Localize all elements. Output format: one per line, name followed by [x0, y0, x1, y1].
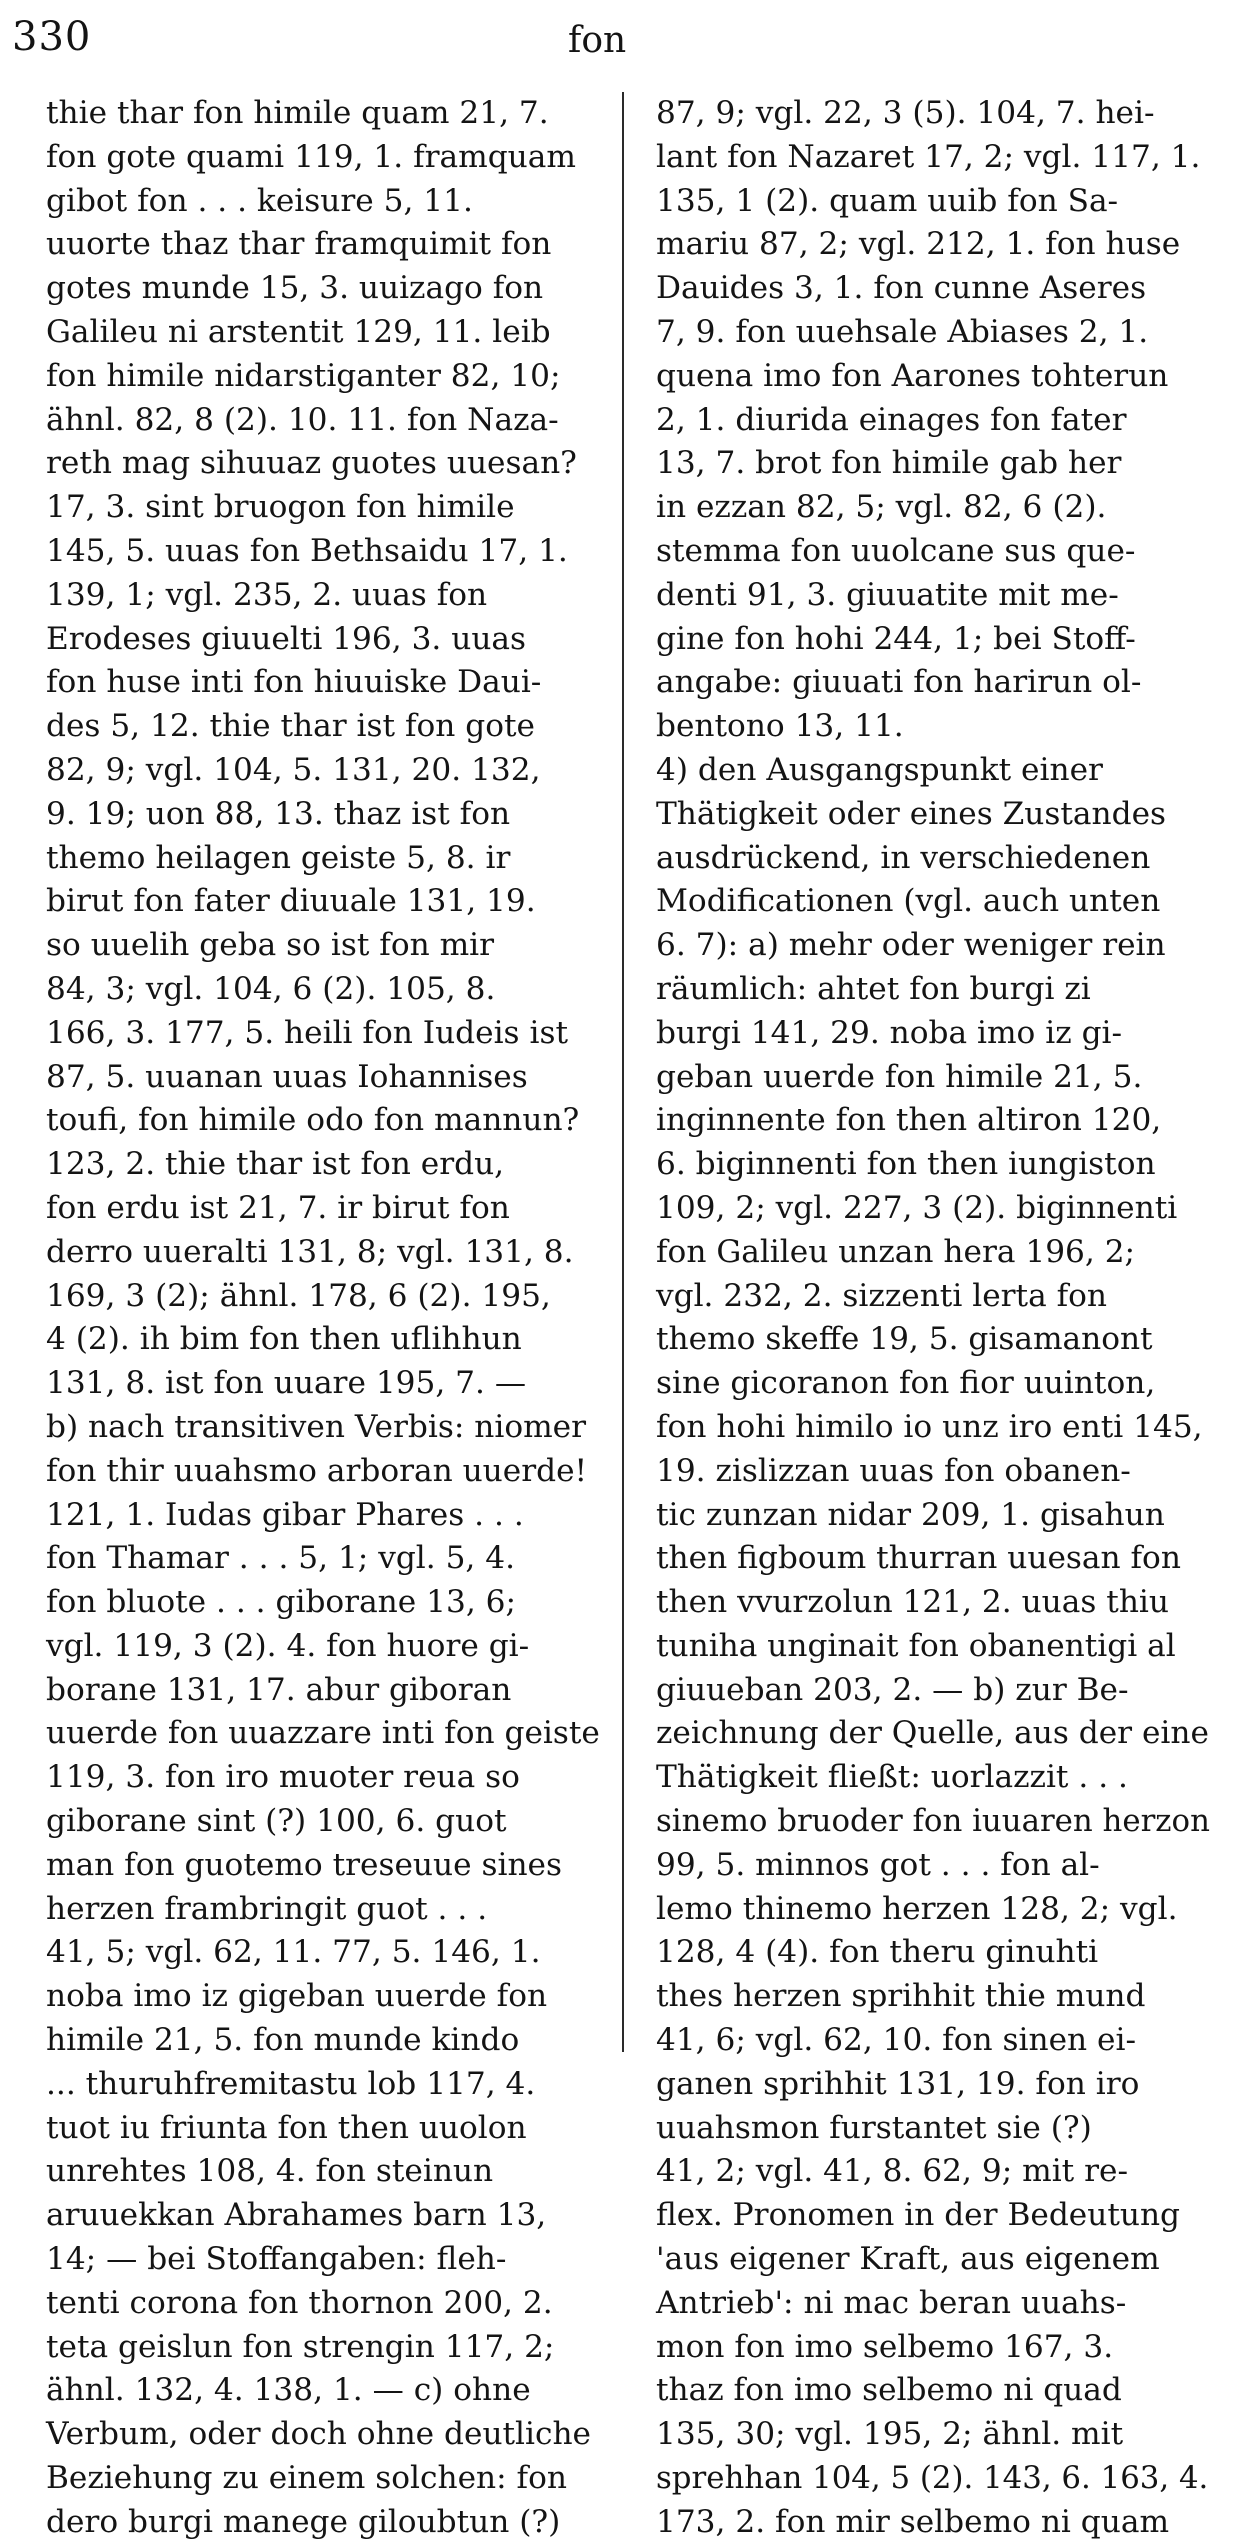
text-line: bentono 13, 11. [656, 708, 904, 745]
left-column [46, 92, 602, 2540]
text-line: Modificationen (vgl. auch unten [656, 883, 1161, 920]
text-line: 109, 2; vgl. 227, 3 (2). biginnenti [656, 1189, 1178, 1226]
text-line: gine fon hohi 244, 1; bei Stoff- [656, 620, 1136, 657]
text-line: thaz fon imo selbemo ni quad [656, 2372, 1122, 2409]
text-line: thie thar fon himile quam 21, 7. [46, 95, 549, 131]
text-line: ausdrückend, in verschiedenen [656, 839, 1151, 876]
text-line: 173, 2. fon mir selbemo ni quam [656, 2503, 1170, 2540]
text-line: Thätigkeit oder eines Zustandes [656, 795, 1167, 832]
text-line: thes herzen sprihhit thie mund [656, 1978, 1146, 2015]
text-line: 87, 9; vgl. 22, 3 (5). 104, 7. hei- [656, 95, 1155, 131]
text-line: unrehtes 108, 4. fon steinun [46, 2153, 494, 2190]
text-line: so uuelih geba so ist fon mir [46, 927, 495, 964]
text-line: vgl. 232, 2. sizzenti lerta fon [656, 1277, 1108, 1314]
text-line: 131, 8. ist fon uuare 195, 7. — [46, 1365, 527, 1402]
text-line: b) nach transitiven Verbis: niomer [46, 1408, 587, 1445]
right-column [656, 92, 1212, 2540]
text-line: themo heilagen geiste 5, 8. ir [46, 839, 511, 876]
text-line: birut fon fater diuuale 131, 19. [46, 883, 536, 920]
column-divider [622, 92, 624, 2052]
text-line: 13, 7. brot fon himile gab her [656, 445, 1122, 482]
text-line: man fon guotemo treseuue sines [46, 1846, 562, 1883]
text-line: burgi 141, 29. noba imo iz gi- [656, 1014, 1123, 1051]
text-line: giborane sint (?) 100, 6. guot [46, 1803, 507, 1840]
text-line: 14; — bei Stoffangaben: fleh- [46, 2241, 507, 2278]
text-line: ähnl. 82, 8 (2). 10. 11. fon Naza- [46, 401, 559, 438]
text-line: uuahsmon furstantet sie (?) [656, 2109, 1092, 2146]
text-line: 4) den Ausgangspunkt einer [656, 751, 1103, 788]
text-line: mariu 87, 2; vgl. 212, 1. fon huse [656, 226, 1181, 263]
text-line: toufi, fon himile odo fon mannun? [46, 1102, 580, 1139]
text-line: uuorte thaz thar framquimit fon [46, 226, 552, 263]
text-line: 169, 3 (2); ähnl. 178, 6 (2). 195, [46, 1277, 551, 1314]
text-line: fon huse inti fon hiuuiske Daui- [46, 664, 542, 701]
text-line: giuueban 203, 2. — b) zur Be- [656, 1671, 1129, 1708]
text-line: derro uueralti 131, 8; vgl. 131, 8. [46, 1233, 574, 1270]
text-line: Galileu ni arstentit 129, 11. leib [46, 313, 551, 350]
text-line: sine gicoranon fon fior uuinton, [656, 1365, 1156, 1402]
text-line: 84, 3; vgl. 104, 6 (2). 105, 8. [46, 970, 496, 1007]
text-line: gibot fon . . . keisure 5, 11. [46, 182, 473, 219]
text-line: fon bluote . . . giborane 13, 6; [46, 1584, 517, 1621]
text-line: 166, 3. 177, 5. heili fon Iudeis ist [46, 1014, 568, 1051]
text-line: flex. Pronomen in der Bedeutung [656, 2197, 1181, 2234]
text-line: 7, 9. fon uuehsale Abiases 2, 1. [656, 313, 1149, 350]
text-line: des 5, 12. thie thar ist fon gote [46, 708, 535, 745]
text-line: 119, 3. fon iro muoter reua so [46, 1759, 520, 1796]
page-header [0, 0, 1244, 80]
text-line: 145, 5. uuas fon Bethsaidu 17, 1. [46, 532, 568, 569]
text-line: sprehhan 104, 5 (2). 143, 6. 163, 4. [656, 2460, 1209, 2497]
text-line: noba imo iz gigeban uuerde fon [46, 1978, 548, 2015]
text-line: fon hohi himilo io unz iro enti 145, [656, 1408, 1203, 1445]
text-line: fon thir uuahsmo arboran uuerde! [46, 1452, 588, 1489]
text-line: 87, 5. uuanan uuas Iohannises [46, 1058, 528, 1095]
text-line: Beziehung zu einem solchen: fon [46, 2460, 567, 2497]
text-line: 'aus eigener Kraft, aus eigenem [656, 2241, 1160, 2278]
text-line: aruuekkan Abrahames barn 13, [46, 2197, 547, 2234]
text-line: 6. biginnenti fon then iungiston [656, 1146, 1156, 1183]
text-line: fon Galileu unzan hera 196, 2; [656, 1233, 1136, 1270]
text-line: 2, 1. diurida einages fon fater [656, 401, 1127, 438]
text-line: zeichnung der Quelle, aus der eine [656, 1715, 1209, 1752]
text-line: dero burgi manege giloubtun (?) [46, 2503, 561, 2540]
text-line: Antrieb': ni mac beran uuahs- [656, 2284, 1127, 2321]
text-line: in ezzan 82, 5; vgl. 82, 6 (2). [656, 489, 1107, 526]
text-line: 128, 4 (4). fon theru ginuhti [656, 1934, 1099, 1971]
text-line: 6. 7): a) mehr oder weniger rein [656, 927, 1166, 964]
text-line: 82, 9; vgl. 104, 5. 131, 20. 132, [46, 751, 541, 788]
text-line: 135, 30; vgl. 195, 2; ähnl. mit [656, 2416, 1124, 2453]
running-head: fon [568, 20, 627, 61]
text-line: lant fon Nazaret 17, 2; vgl. 117, 1. [656, 138, 1201, 175]
text-line: 123, 2. thie thar ist fon erdu, [46, 1146, 505, 1183]
text-line: tic zunzan nidar 209, 1. gisahun [656, 1496, 1165, 1533]
text-line: vgl. 119, 3 (2). 4. fon huore gi- [46, 1627, 530, 1664]
text-line: 17, 3. sint bruogon fon himile [46, 489, 515, 526]
text-line: angabe: giuuati fon harirun ol- [656, 664, 1142, 701]
text-line: uuerde fon uuazzare inti fon geiste [46, 1715, 600, 1752]
text-line: Erodeses giuuelti 196, 3. uuas [46, 620, 527, 657]
text-line: ... thuruhfremitastu lob 117, 4. [46, 2065, 536, 2102]
text-line: geban uuerde fon himile 21, 5. [656, 1058, 1143, 1095]
text-line: 41, 5; vgl. 62, 11. 77, 5. 146, 1. [46, 1934, 541, 1971]
text-line: denti 91, 3. giuuatite mit me- [656, 576, 1119, 613]
text-line: mon fon imo selbemo 167, 3. [656, 2328, 1114, 2365]
text-line: then vvurzolun 121, 2. uuas thiu [656, 1584, 1169, 1621]
text-line: fon himile nidarstiganter 82, 10; [46, 357, 561, 394]
text-line: himile 21, 5. fon munde kindo [46, 2022, 520, 2059]
text-line: gotes munde 15, 3. uuizago fon [46, 270, 544, 307]
text-line: teta geislun fon strengin 117, 2; [46, 2328, 555, 2365]
text-line: 135, 1 (2). quam uuib fon Sa- [656, 182, 1119, 219]
text-line: tenti corona fon thornon 200, 2. [46, 2284, 553, 2321]
text-line: fon erdu ist 21, 7. ir birut fon [46, 1189, 510, 1226]
text-line: Dauides 3, 1. fon cunne Aseres [656, 270, 1147, 307]
text-line: reth mag sihuuaz guotes uuesan? [46, 445, 577, 482]
text-line: ganen sprihhit 131, 19. fon iro [656, 2065, 1140, 2102]
text-line: fon gote quami 119, 1. framquam [46, 138, 576, 175]
text-line: borane 131, 17. abur giboran [46, 1671, 512, 1708]
text-line: 19. zislizzan uuas fon obanen- [656, 1452, 1131, 1489]
text-line: quena imo fon Aarones tohterun [656, 357, 1169, 394]
text-line: 41, 2; vgl. 41, 8. 62, 9; mit re- [656, 2153, 1129, 2190]
text-line: tuot iu friunta fon then uuolon [46, 2109, 527, 2146]
text-line: ähnl. 132, 4. 138, 1. — c) ohne [46, 2372, 531, 2409]
text-line: stemma fon uuolcane sus que- [656, 532, 1136, 569]
text-line: 41, 6; vgl. 62, 10. fon sinen ei- [656, 2022, 1136, 2059]
text-line: 121, 1. Iudas gibar Phares . . . [46, 1496, 524, 1533]
text-line: 9. 19; uon 88, 13. thaz ist fon [46, 795, 511, 832]
text-line: themo skeffe 19, 5. gisamanont [656, 1321, 1153, 1358]
text-line: fon Thamar . . . 5, 1; vgl. 5, 4. [46, 1540, 516, 1577]
text-line: 4 (2). ih bim fon then uflihhun [46, 1321, 522, 1358]
text-line: sinemo bruoder fon iuuaren herzon [656, 1803, 1210, 1840]
text-line: then figboum thurran uuesan fon [656, 1540, 1181, 1577]
text-line: lemo thinemo herzen 128, 2; vgl. [656, 1890, 1178, 1927]
text-line: 139, 1; vgl. 235, 2. uuas fon [46, 576, 488, 613]
text-line: räumlich: ahtet fon burgi zi [656, 970, 1091, 1007]
text-line: Verbum, oder doch ohne deutliche [46, 2416, 592, 2453]
text-line: Thätigkeit fließt: uorlazzit . . . [656, 1759, 1128, 1796]
text-line: 99, 5. minnos got . . . fon al- [656, 1846, 1100, 1883]
page-number: 330 [12, 14, 92, 60]
text-line: herzen frambringit guot . . . [46, 1890, 488, 1927]
text-line: inginnente fon then altiron 120, [656, 1102, 1162, 1139]
text-line: tuniha unginait fon obanentigi al [656, 1627, 1176, 1664]
